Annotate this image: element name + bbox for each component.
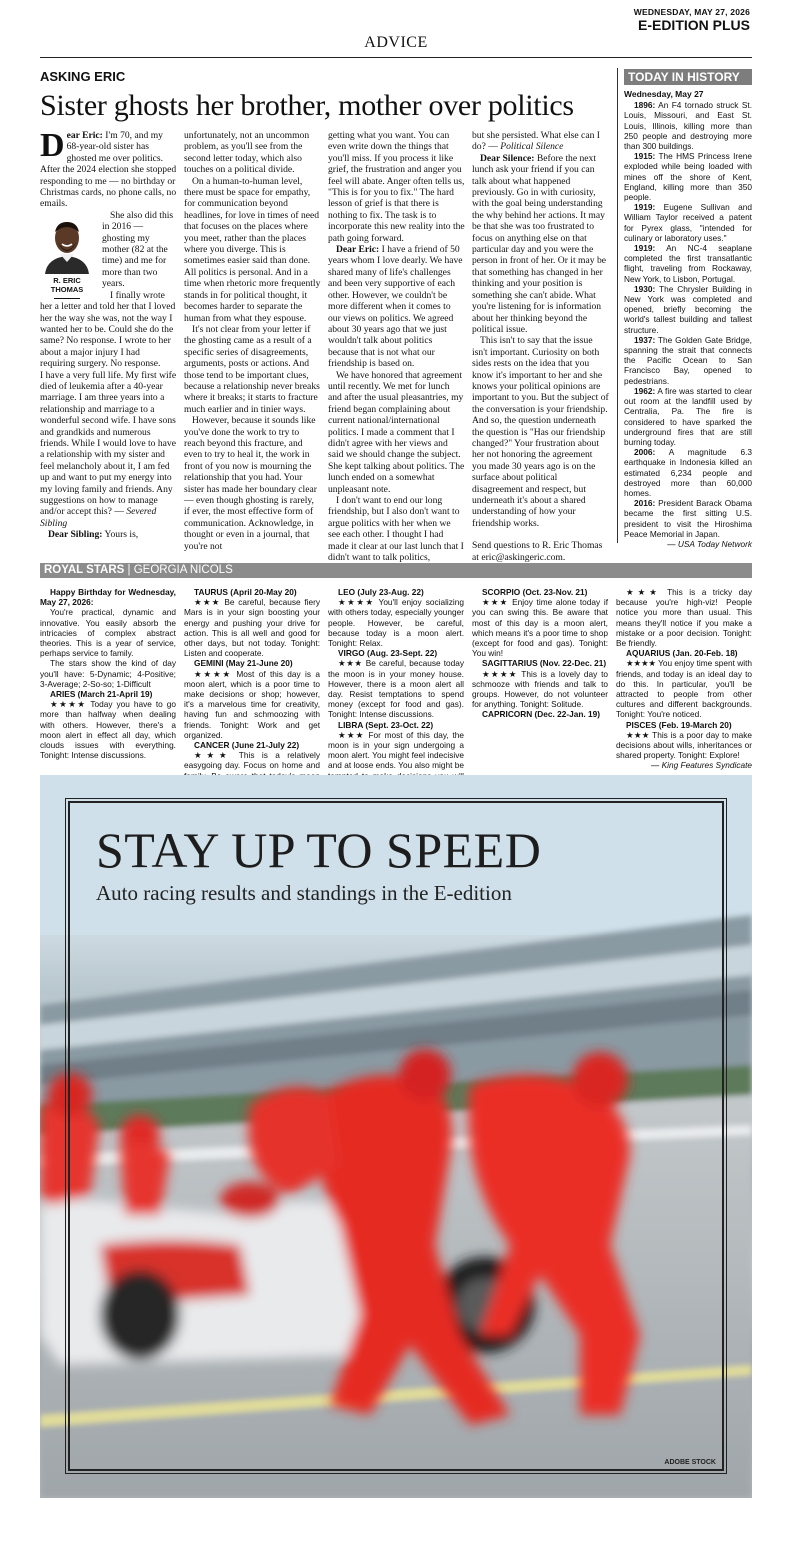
history-year: 1930: <box>634 283 656 294</box>
sign-text: ★★★★ You'll enjoy socializing with others today, especially younger people. However, be careful, because today is a moon alert. Tonight: Relax. <box>328 597 464 649</box>
history-entry <box>624 151 752 202</box>
history-entries <box>624 100 752 539</box>
letter-1-signature: Severed Sibling <box>40 506 157 529</box>
answer-1-paragraph: However, because it sounds like you've done the work to try to reach beyond this fracture, and even to try to heal it, the work in front of you now is mourning the relationship that you had. Your sister has made her boundary clear — even though ghosting is rarely, if ever, the most effective form of communication. Acknowledge, in thought or even in a journal, that you're not <box>184 415 317 552</box>
column-divider <box>617 68 618 543</box>
horoscope-column-5 <box>616 587 752 771</box>
article-column-3 <box>328 130 465 563</box>
history-text: An NC-4 seaplane completed the first transatlantic flight, traveling from Rockaway, New York, to Lisbon, Portugal. <box>624 243 752 284</box>
royal-stars-title: ROYAL STARS <box>44 564 125 576</box>
letter-1-paragraph: I finally wrote her a letter and told her that I loved her the way she was, not the way I wanted her to be. Could she do the same? No response. I wrote to her about a major injury I had requiring surgery. No response. <box>40 289 176 370</box>
letter-1-paragraph: I have a very full life. My first wife died of leukemia after a 40-year marriage. I am three years into a relationship and marriage to a wonderful second wife. I have sons and grandkids and numerous friends. While I would love to have a relationship with my sister and feel melancholy about it, I am fed up and want to put my energy into my loving family and friends. Any suggestions on how to manage and/or accept this? — Severed Sibling <box>40 369 177 529</box>
history-text: A magnitude 6.3 earthquake in Indonesia killed an estimated 6,234 people and destroyed more than 60,000 homes. <box>624 447 752 498</box>
history-entry <box>624 498 752 539</box>
birthday-heading: Happy Birthday for Wednesday, May 27, 2026: <box>40 587 176 608</box>
letter-2-paragraph: We have honored that agreement until recently. We met for lunch and after the usual pleasantries, my friend began complaining about current national/international politics. I made a comment that I didn't agree with her views and said we should change the subject. She kept talking about politics. The lunch ended on a somewhat unpleasant note. <box>328 369 465 495</box>
sign-heading: ARIES (March 21-April 19) <box>50 689 153 700</box>
history-entry <box>624 243 752 284</box>
history-credit: — USA Today Network <box>667 538 752 549</box>
sign-text: ★★★★ You enjoy time spent with friends, and today is an ideal day to do this. In particular, you'll be attracted to people from other cultures and different backgrounds. Tonight: You're noticed. <box>616 658 752 720</box>
history-year: 1962: <box>634 385 656 396</box>
edition-name: E-EDITION PLUS <box>637 17 750 33</box>
history-year: 1919: <box>634 202 656 213</box>
history-text: A fire was started to clear out room at the landfill used by Centralia, Pa. The fire is considered to have sparked the underground fires that are still burning today. <box>624 385 752 447</box>
history-text: President Barack Obama became the first sitting U.S. president to visit the Hiroshima Peace Memorial in Japan. <box>624 498 752 539</box>
article-column-2 <box>184 130 321 552</box>
history-entry <box>624 447 752 498</box>
history-year: 1937: <box>634 334 656 345</box>
sign-text: ★★★ This is a relatively easygoing day. Focus on home and <box>184 750 320 771</box>
sign-text: ★★★★ Today you have to go more than halfway when dealing with others. However, there's a moon alert in effect all day, which clouds issues with everything. Tonight: Intense discussions. <box>40 699 176 761</box>
today-in-history <box>624 69 752 549</box>
sign-text: ★★★ Enjoy time alone today if you can swing this. Be aware that most of this day is a moon alert, which means it's a poor time to shop (except for food and gas). Tonight: You win! <box>472 597 608 659</box>
sign-text: ★★★★ Most of this day is a moon alert, which is a poor time to make decisions or shop; however, it's a marvelous time for creativity, having fun and schmoozing with friends. Tonight: Work and get organized. <box>184 668 320 740</box>
sign-heading: SCORPIO (Oct. 23-Nov. 21) <box>482 587 588 597</box>
letter-1-opening: Dear Eric: I'm 70, and my 68-year-old sister has ghosted me over politics. After the 2024 election she stopped responding to me — no birthday or Christmas cards, no phone calls, no emails. <box>40 127 177 210</box>
history-year: 2016: <box>634 498 656 509</box>
section-label: ADVICE <box>364 34 428 51</box>
history-text: The HMS Princess Irene exploded while being loaded with mines off the shore of Kent, England, killing more than 350 people. <box>624 151 752 203</box>
history-date: Wednesday, May 27 <box>624 89 704 99</box>
birthday-text: You're practical, dynamic and innovative. You easily absorb the intricacies of complex abstract theories. This is a year of service, perhaps service to family. <box>40 607 176 659</box>
royal-stars-byline: | GEORGIA NICOLS <box>127 564 233 576</box>
history-entry <box>624 386 752 447</box>
sign-text: ★★★ This is a poor day to make decisions about wills, inheritances or shared property. Tonight: Explore! <box>616 729 752 761</box>
sign-text: ★★★ This is a tricky day because you're high-viz! People notice you more than usual. This means they'll notice if you make a mistake or a poor decision. Tonight: Be friendly. <box>616 587 752 649</box>
history-year: 2006: <box>634 447 656 458</box>
history-year: 1915: <box>634 151 656 162</box>
history-year: 1896: <box>634 100 656 111</box>
promo-title: STAY UP TO SPEED <box>96 822 542 878</box>
sign-text: ★★★★ This is a lovely day to schmooze with friends and talk to groups. However, do not volunteer for anything. Tonight: Solitude. <box>472 668 608 710</box>
history-entry <box>624 335 752 386</box>
answer-1-paragraph: It's not clear from your letter if the ghosting came as a result of a specific series of disagreements, arguments, posts or actions. And those tend to be important clues, because a relationship never breaks where it breaks; it starts to fracture much earlier and in tinier ways. <box>184 323 320 415</box>
sign-heading: AQUARIUS (Jan. 20-Feb. 18) <box>626 648 738 659</box>
sign-heading: PISCES (Feb. 19-March 20) <box>626 719 732 730</box>
horoscope-credit: — King Features Syndicate <box>651 760 752 771</box>
history-title: TODAY IN HISTORY <box>624 69 752 85</box>
answer-2-paragraph: This isn't to say that the issue isn't important. Curiosity on both sides rests on the idea that you know it's important to her and she knows your political opinions are important to you. But the subject of the conversation is your friendship. And so, the question underneath the question is "Has our friendship changed?" Your frustration about her not honoring the agreement you made 30 years ago is on the surface about political disagreement and respect, but underneath it's about a shared understanding of how your friendship works. <box>472 335 609 529</box>
answer-1-paragraph: On a human-to-human level, there must be space for empathy, for communication beyond headlines, for love in times of need that focuses on the places where you meet, rather than the places where you diverge. This is sometimes easier said than done. All politics is personal. And in a time when rhetoric more frequently stands in for political thought, it becomes harder to separate the human from what they espouse. <box>184 175 321 324</box>
promo-subtitle: Auto racing results and standings in the E-edition <box>96 881 512 905</box>
letter-1-paragraph: She also did this in 2016 — ghosting my mother (82 at the time) and me for more than two years. <box>102 209 174 290</box>
horoscope-column-2 <box>184 587 320 801</box>
letter-2-paragraph: but she persisted. What else can I do? — Political Silence <box>472 130 600 153</box>
contact-line: Send questions to R. Eric Thomas at eric@askingeric.com. <box>472 540 603 563</box>
drop-cap: D <box>40 127 65 164</box>
sign-text: ★★★ Be careful, because today the moon is in your money house. However, there is a moon alert all day. Resist temptations to spend money (except for food and gas). Tonight: Intense discussions. <box>328 658 464 720</box>
letter-2-paragraph: I don't want to end our long friendship, but I also don't want to argue politics with her when we see each other. I thought I had made it clear at our last lunch that I didn't want to talk politics, <box>328 495 464 564</box>
sign-heading: VIRGO (Aug. 23-Sept. 22) <box>338 648 438 659</box>
horoscope-column-4 <box>472 587 608 720</box>
history-text: An F4 tornado struck St. Louis, Missouri, and East St. Louis, Illinois, killing more than 250 people and destroying more than 300 buildings. <box>624 100 752 152</box>
answer-1-paragraph: unfortunately, not an uncommon problem, as you'll see from the second letter today, which also touches on a political divide. <box>184 130 310 176</box>
sign-heading: CAPRICORN (Dec. 22-Jan. 19) <box>482 709 601 720</box>
sign-heading: CANCER (June 21-July 22) <box>194 740 300 751</box>
section-divider <box>40 57 752 58</box>
royal-stars-banner <box>40 563 752 578</box>
author-photo <box>43 214 91 274</box>
promo-advertisement[interactable] <box>40 775 752 1498</box>
history-entry <box>624 202 752 243</box>
sign-text: ★★★ For most of this day, the moon is in your sign undergoing a moon alert. You might feel indecisive and at loose ends. You also might be <box>328 729 464 771</box>
sign-heading: GEMINI (May 21-June 20) <box>194 658 293 669</box>
photo-credit: ADOBE STOCK <box>664 1459 716 1466</box>
answer-1-paragraph: getting what you want. You can even write down the things that you'll miss. If you process it like grief, the frustration and anger you feel will abate. Anger often tells us, "This is for you to fix." The hard lesson of grief is that there is nothing to fix. The task is to incorporate this new reality into the path going forward. <box>328 130 465 244</box>
history-text: The Chrysler Building in New York was completed and opened, briefly becoming the world's tallest building and tallest structure. <box>624 283 752 335</box>
author-rule <box>54 298 80 299</box>
edition-date: WEDNESDAY, MAY 27, 2026 <box>633 7 750 17</box>
author-name: R. ERIC THOMAS <box>50 275 84 294</box>
author-box <box>40 214 94 299</box>
history-year: 1919: <box>634 243 656 254</box>
article-column-1 <box>40 127 177 541</box>
column-kicker: ASKING ERIC <box>40 69 126 84</box>
history-text: The Golden Gate Bridge, spanning the strait that connects the Pacific Ocean to San Francisco Bay, opened to pedestrians. <box>624 334 752 386</box>
star-legend: The stars show the kind of day you'll have: 5-Dynamic; 4-Positive; 3-Average; 2-So-so; 1-Difficult <box>40 658 176 689</box>
horoscope-column-3 <box>328 587 464 791</box>
horoscope-column-1 <box>40 587 176 760</box>
edition-header <box>634 7 750 33</box>
article-headline: Sister ghosts her brother, mother over politics <box>40 89 574 122</box>
sign-heading: LIBRA (Sept. 23-Oct. 22) <box>338 719 434 730</box>
answer-2-opening: Dear Silence: Before the next lunch ask your friend if you can talk about what happened previously. Go in with curiosity, with the goal being understanding the why behind her actions. It may be that she was too frustrated to focus on anything else on that particular day and you were the person in front of her. Or it may be that something has changed in her thinking and your position is something she can't abide. What you're listening for is information about her thinking beyond the political issue. <box>472 152 607 335</box>
sign-heading: LEO (July 23-Aug. 22) <box>338 587 424 597</box>
history-entry <box>624 284 752 335</box>
history-entry <box>624 100 752 151</box>
letter-2-signature: Political Silence <box>500 141 564 153</box>
sign-text: ★★★ Be careful, because fiery Mars is in your sign boosting your energy and pushing your drive for action. This is all well and good for other days, but not today. Tonight: Listen and cooperate. <box>184 597 320 659</box>
answer-1-opening: Dear Sibling: Yours is, <box>48 529 139 541</box>
article-column-4 <box>472 130 609 563</box>
history-text: Eugene Sullivan and William Taylor received a patent for Pyrex glass, "intended for culinary or laboratory uses." <box>624 202 752 243</box>
sign-heading: SAGITTARIUS (Nov. 22-Dec. 21) <box>482 658 607 669</box>
history-body <box>624 89 752 549</box>
sign-heading: TAURUS (April 20-May 20) <box>194 587 297 597</box>
letter-2-opening: Dear Eric: I have a friend of 50 years whom I love dearly. We have shared many of life's challenges and been very supportive of each other. However, we couldn't be more different when it comes to our views on politics. We agreed about 30 years ago that we just wouldn't talk about politics because that is not what our friendship is based on. <box>328 244 463 370</box>
